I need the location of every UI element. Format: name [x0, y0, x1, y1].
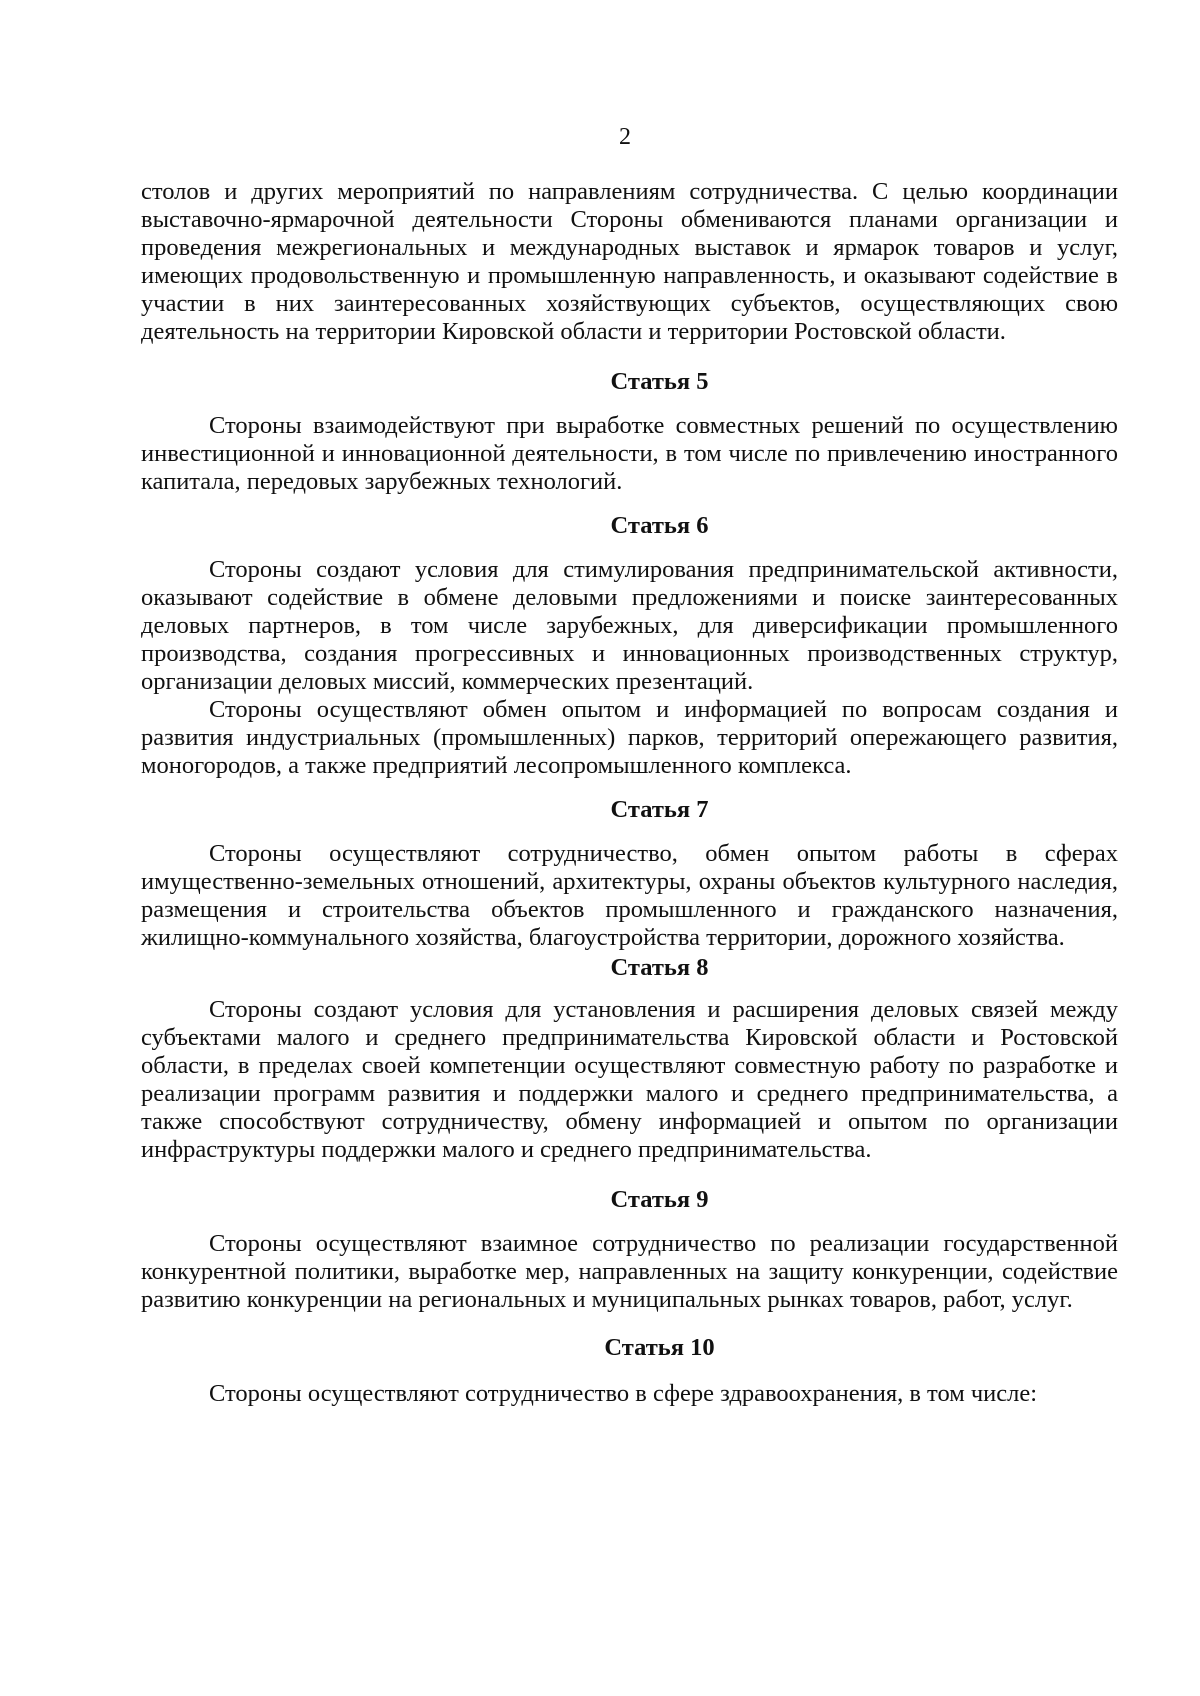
article-7	[141, 796, 1118, 952]
article-5-heading: Статья 5	[610, 368, 709, 395]
article-5-paragraph-1: Стороны взаимодействуют при выработке совместных решений по осуществлению инвестиционной и инновационной деятельности, в том числе по привлечению иностранного капитала, передовых зарубежных технологий.	[141, 412, 1118, 495]
article-9-heading: Статья 9	[610, 1186, 709, 1213]
article-8-paragraph-1: Стороны создают условия для установления и расширения деловых связей между субъектами малого и среднего предпринимательства Кировской области и Ростовской области, в пределах своей компетенции осуществляют совместную работу по разработке и реализации программ развития и поддержки малого и среднего предпринимательства, а также способствуют сотрудничеству, обмену информацией и опытом по организации инфраструктуры поддержки малого и среднего предпринимательства.	[141, 996, 1118, 1163]
article-7-heading: Статья 7	[610, 796, 709, 823]
document-body	[141, 178, 1118, 1408]
article-5	[141, 368, 1118, 496]
article-8-heading: Статья 8	[610, 954, 709, 981]
article-10-heading: Статья 10	[604, 1334, 715, 1361]
article-8	[141, 954, 1118, 1164]
article-10	[141, 1334, 1118, 1408]
article-9	[141, 1186, 1118, 1314]
article-9-paragraph-1: Стороны осуществляют взаимное сотрудничество по реализации государственной конкурентной политики, выработке мер, направленных на защиту конкуренции, содействие развитию конкуренции на региональных и муниципальных рынках товаров, работ, услуг.	[141, 1230, 1118, 1313]
article-6-paragraph-2: Стороны осуществляют обмен опытом и информацией по вопросам создания и развития индустриальных (промышленных) парков, территорий опережающего развития, моногородов, а также предприятий лесопромышленного комплекса.	[141, 696, 1118, 779]
page-number: 2	[619, 124, 631, 150]
article-10-paragraph-1: Стороны осуществляют сотрудничество в сфере здравоохранения, в том числе:	[209, 1380, 1038, 1407]
intro-paragraph: столов и других мероприятий по направлениям сотрудничества. С целью координации выставочно-ярмарочной деятельности Стороны обмениваются планами организации и проведения межрегиональных и международных выставок и ярмарок товаров и услуг, имеющих продовольственную и промышленную направленность, и оказывают содействие в участии в них заинтересованных хозяйствующих субъектов, осуществляющих свою деятельность на территории Кировской области и территории Ростовской области.	[141, 178, 1118, 345]
article-6-paragraph-1: Стороны создают условия для стимулирования предпринимательской активности, оказывают содействие в обмене деловыми предложениями и поиске заинтересованных деловых партнеров, в том числе зарубежных, для диверсификации промышленного производства, создания прогрессивных и инновационных производственных структур, организации деловых миссий, коммерческих презентаций.	[141, 556, 1118, 695]
article-6-heading: Статья 6	[610, 512, 709, 539]
article-6	[141, 512, 1118, 780]
article-7-paragraph-1: Стороны осуществляют сотрудничество, обмен опытом работы в сферах имущественно-земельных отношений, архитектуры, охраны объектов культурного наследия, размещения и строительства объектов промышленного и гражданского назначения, жилищно-коммунального хозяйства, благоустройства территории, дорожного хозяйства.	[141, 840, 1118, 951]
